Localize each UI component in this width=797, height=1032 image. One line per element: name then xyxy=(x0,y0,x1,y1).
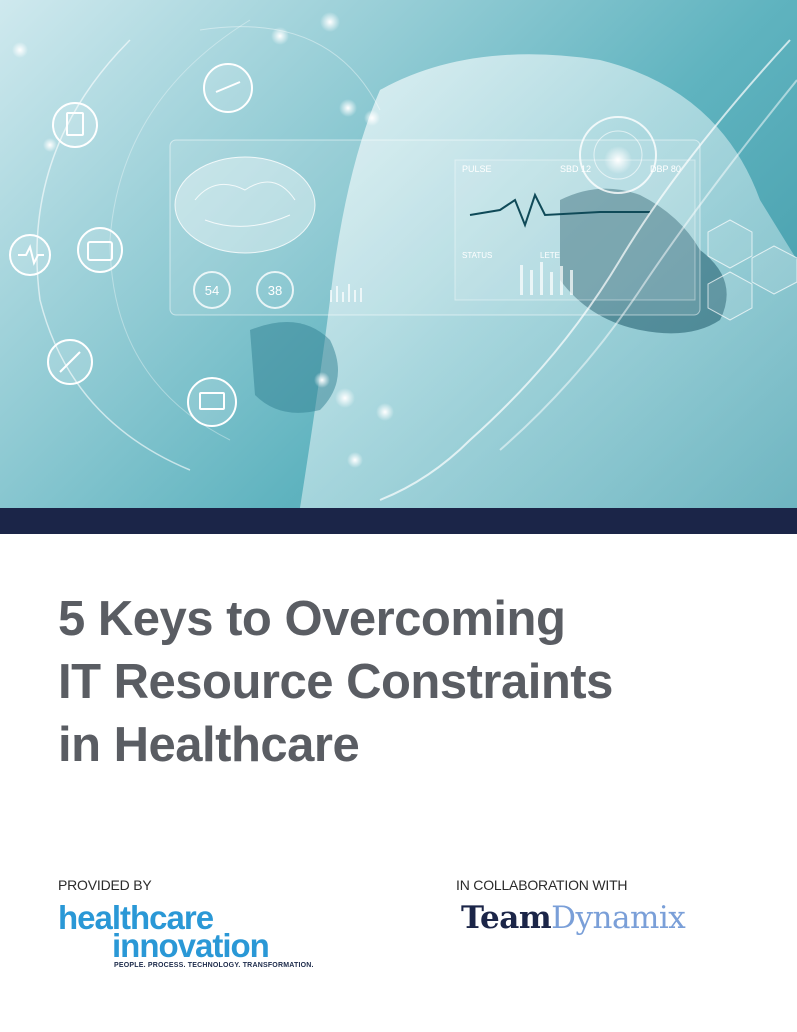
brain-icon xyxy=(175,157,315,253)
medical-bag-icon xyxy=(78,228,122,272)
healthcare-innovation-logo xyxy=(56,899,316,973)
collaboration-label: IN COLLABORATION WITH xyxy=(456,877,628,893)
td-logo-team: Team xyxy=(461,900,552,936)
panel-label-status: STATUS xyxy=(462,251,493,260)
title-line-3: in Healthcare xyxy=(58,718,360,772)
readout-right: 38 xyxy=(267,283,283,298)
title-line-2: IT Resource Constraints xyxy=(58,655,613,709)
doctor-left-hand xyxy=(250,322,338,413)
readout-left: 54 xyxy=(204,283,220,298)
td-logo-dynamix: Dynamix xyxy=(551,900,686,936)
provided-by-label: PROVIDED BY xyxy=(58,877,152,893)
document-title xyxy=(58,588,758,777)
navy-divider-band xyxy=(0,508,797,534)
monitor-icon xyxy=(188,378,236,426)
panel-label-dbp: DBP 80 xyxy=(650,164,681,174)
hi-logo-line2: innovation xyxy=(112,927,269,964)
hi-logo-tagline: PEOPLE. PROCESS. TECHNOLOGY. TRANSFORMATION. xyxy=(114,962,314,969)
hero-illustration xyxy=(0,0,797,508)
panel-label-sbd: SBD 12 xyxy=(560,164,592,174)
teamdynamix-logo xyxy=(461,900,685,936)
panel-label-complete: LETE xyxy=(540,251,561,260)
clipboard-icon xyxy=(53,103,97,147)
hi-logo-line1: healthcare xyxy=(58,899,214,936)
title-line-1: 5 Keys to Overcoming xyxy=(58,592,566,646)
panel-label-pulse: PULSE xyxy=(462,164,492,174)
hero-image xyxy=(0,0,797,508)
